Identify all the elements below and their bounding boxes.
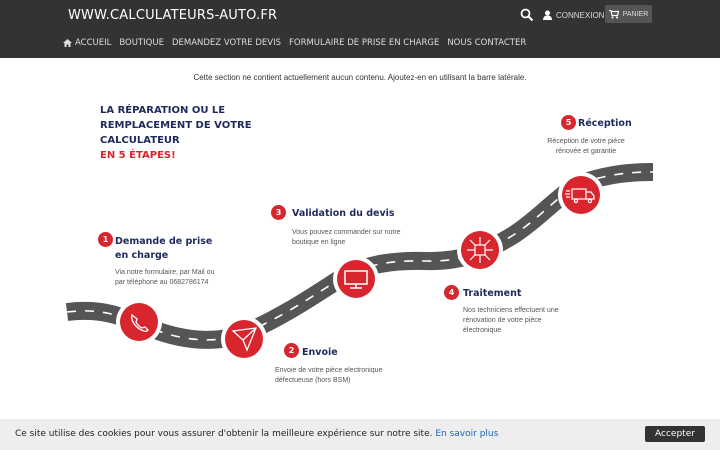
- step-1-desc-l1: Via notre formulaire, par Mail ou: [115, 269, 215, 276]
- step-3-description: [292, 228, 401, 248]
- nav-item-accueil[interactable]: ACCUEIL: [75, 38, 112, 48]
- step-1-title-l2: en charge: [115, 250, 169, 261]
- accept-cookies-button[interactable]: Accepter: [645, 426, 705, 442]
- nav-item-devis[interactable]: DEMANDEZ VOTRE DEVIS: [171, 38, 281, 48]
- step-4-title: Traitement: [463, 288, 522, 299]
- headline-line-1: LA RÉPARATION OU LE: [100, 105, 226, 116]
- nav-item-formulaire[interactable]: FORMULAIRE DE PRISE EN CHARGE: [288, 38, 440, 48]
- step-1-desc-l2: par téléphone au 0682786174: [115, 279, 209, 286]
- cookie-learn-more-link[interactable]: En savoir plus: [435, 429, 499, 439]
- step-4-desc-l3: électronique: [463, 327, 502, 334]
- step-5-title: Réception: [578, 118, 632, 129]
- main-nav: [63, 38, 534, 48]
- step-4-description: [463, 306, 559, 336]
- nav-item-boutique[interactable]: BOUTIQUE: [119, 38, 164, 48]
- step-5-desc-l2: rénovée et garantie: [555, 148, 617, 155]
- headline-line-3: CALCULATEUR: [100, 135, 180, 146]
- step-1-marker: [116, 299, 162, 345]
- empty-section-notice: Cette section ne contient actuellement aucun contenu. Ajoutez-en en utilisant la barre latérale.: [193, 73, 527, 82]
- top-bar: [0, 0, 720, 58]
- cart-label: PANIER: [622, 10, 649, 18]
- step-1-number: 1: [98, 232, 113, 247]
- step-3-desc-l1: Vous pouvez commander sur notre: [292, 229, 401, 236]
- user-icon: [543, 10, 552, 20]
- step-2-number: 2: [284, 343, 299, 358]
- cookie-banner: [0, 419, 720, 450]
- step-1-title-l1: Demande de prise: [115, 236, 213, 247]
- step-4-marker: [457, 227, 503, 273]
- step-5-number: 5: [561, 115, 576, 130]
- step-2-desc-l2: défectueuse (hors BSM): [275, 377, 351, 384]
- step-3-title: Validation du devis: [292, 208, 395, 219]
- cart-icon: [609, 10, 619, 19]
- headline-highlight: EN 5 ÉTAPES!: [100, 150, 176, 161]
- step-1-title: [115, 235, 212, 263]
- site-brand[interactable]: WWW.CALCULATEURS-AUTO.FR: [68, 8, 278, 23]
- step-4-desc-l2: rénovation de votre pièce: [463, 317, 542, 324]
- step-3-marker: [333, 256, 379, 302]
- step-2-title: Envoie: [302, 347, 338, 358]
- step-4-number: 4: [444, 285, 459, 300]
- step-2-description: [275, 366, 382, 386]
- login-label: CONNEXION: [556, 10, 605, 20]
- cart-button[interactable]: [605, 5, 652, 23]
- step-3-number: 3: [271, 205, 286, 220]
- cookie-text: Ce site utilise des cookies pour vous assurer d'obtenir la meilleure expérience sur notre site.: [15, 429, 433, 439]
- step-5-description: [545, 137, 627, 157]
- home-icon[interactable]: [63, 39, 72, 47]
- step-3-desc-l2: boutique en ligne: [292, 239, 346, 246]
- login-link[interactable]: [543, 8, 604, 22]
- step-2-desc-l1: Envoie de votre pièce electronique: [275, 367, 383, 374]
- search-icon[interactable]: [520, 8, 534, 22]
- step-1-description: [115, 268, 214, 288]
- nav-item-contact[interactable]: NOUS CONTACTER: [447, 38, 527, 48]
- headline-line-2: REMPLACEMENT DE VOTRE: [100, 120, 252, 131]
- step-2-marker: [221, 316, 267, 362]
- cookie-message: [15, 429, 498, 439]
- step-5-desc-l1: Réception de votre pièce: [547, 138, 625, 145]
- step-5-marker: [558, 172, 604, 218]
- step-4-desc-l1: Nos techniciens effectuent une: [463, 307, 559, 314]
